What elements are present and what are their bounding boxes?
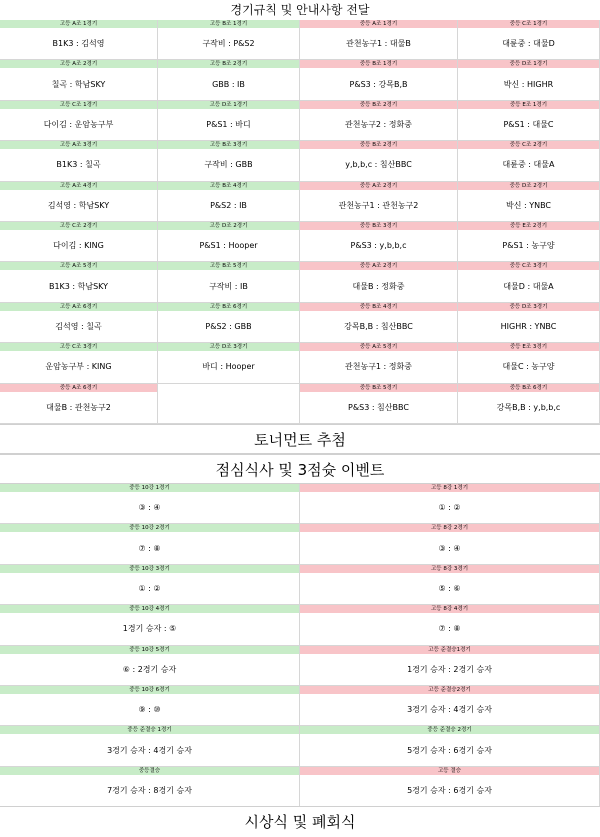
match-cell [0,222,158,262]
match-cell [300,484,600,524]
match-label: 고등 C조 2경기 [0,222,157,230]
match-teams: 관천농구1 : 관천농구2 [338,200,419,210]
draw-title: 토너먼트 추첨 [0,424,600,454]
match-cell [0,262,158,302]
match-cell [158,141,300,181]
match-label: 중등 C조 2경기 [458,141,599,149]
match-cell [0,303,158,343]
match-teams: P&S3 : y,b,b,c [350,241,407,251]
match-teams: 대물B : 정화중 [352,281,405,291]
match-teams: 7경기 승자 : 8경기 승자 [107,785,192,795]
match-teams: 김석영 : 학남SKY [47,200,110,210]
match-teams: ⑥ : 2경기 승자 [122,664,177,674]
match-cell [458,182,600,222]
match-teams: 다이김 : 운암농구부 [43,119,114,129]
match-teams: 1경기 승자 : ⑤ [122,624,177,634]
match-teams: 박신 : YNBC [505,200,552,210]
match-teams: P&S1 : Hooper [199,241,258,251]
match-teams: 칠곡 : 학남SKY [51,79,106,89]
match-label: 고등 A조 6경기 [0,303,157,311]
match-cell [300,20,458,60]
match-teams: 1경기 승자 : 2경기 승자 [407,664,492,674]
match-teams: P&S3 : 강목B,B [349,79,408,89]
match-label: 고등 8강 1경기 [300,484,599,492]
match-label: 고등 B조 5경기 [158,262,299,270]
match-cell [300,222,458,262]
match-cell [158,60,300,100]
match-label: 중등 A조 6경기 [0,384,157,392]
match-cell [0,726,300,766]
match-teams: 관천농구1 : 대물B [346,39,411,49]
match-teams: 박신 : HIGHR [503,79,554,89]
match-label: 고등 준결승1경기 [300,646,599,654]
match-label: 고등 A조 2경기 [0,60,157,68]
match-cell [158,222,300,262]
match-cell [0,686,300,726]
match-cell [0,101,158,141]
match-label: 고등 8강 2경기 [300,524,599,532]
match-teams: 대물C : 농구양 [502,362,555,372]
match-cell [0,60,158,100]
match-teams: ③ : ④ [438,543,461,553]
match-label: 고등 D조 3경기 [158,343,299,351]
match-teams: P&S3 : 침산BBC [348,402,409,412]
match-cell [300,726,600,766]
match-teams: B1K3 : 학남SKY [48,281,109,291]
match-teams: y,b,b,c : 침산BBC [345,160,412,170]
match-teams: 바디 : Hooper [202,362,255,372]
match-cell [300,303,458,343]
match-teams: 3경기 승자 : 4경기 승자 [107,745,192,755]
match-cell [300,646,600,686]
knockout-grid [0,484,600,807]
match-teams: 강목B,B : y,b,b,c [496,402,561,412]
match-label: 중등 10강 1경기 [0,484,299,492]
match-label: 고등 A조 3경기 [0,141,157,149]
match-teams: P&S1 : 대물C [503,119,554,129]
match-cell [0,565,300,605]
match-label: 고등 8강 3경기 [300,565,599,573]
match-label: 중등 A조 5경기 [300,343,457,351]
match-teams: 5경기 승자 : 6경기 승자 [407,785,492,795]
match-teams: ⑨ : ⑩ [138,705,161,715]
match-teams: ⑦ : ⑧ [138,543,161,553]
match-teams: 관천농구2 : 정화중 [345,119,412,129]
match-cell [300,565,600,605]
match-teams: 구작비 : IB [209,281,248,291]
match-label: 고등 C조 3경기 [0,343,157,351]
match-label: 중등 D조 3경기 [458,303,599,311]
match-teams: 대륜중 : 대물D [502,39,555,49]
match-teams: 관천농구1 : 정화중 [345,362,412,372]
match-label: 중등 B조 5경기 [300,384,457,392]
match-teams: 다이김 : KING [53,241,104,251]
match-label: 중등 C조 3경기 [458,262,599,270]
match-label: 고등 준결승2경기 [300,686,599,694]
match-teams: 운암농구부 : KING [45,362,112,372]
match-cell [458,20,600,60]
match-label: 중등 A조 1경기 [300,20,457,28]
match-label: 중등 10강 6경기 [0,686,299,694]
match-cell [458,101,600,141]
match-label: 중등 B조 2경기 [300,141,457,149]
match-label: 고등 B조 4경기 [158,182,299,190]
match-label: 고등 B조 3경기 [158,141,299,149]
match-cell [0,484,300,524]
match-cell [0,20,158,60]
match-teams: 구작비 : P&S2 [202,39,255,49]
match-cell [300,686,600,726]
match-teams: B1K3 : 김석영 [52,39,105,49]
match-label: 중등 D조 2경기 [458,182,599,190]
match-label: 중등 B조 6경기 [458,384,599,392]
match-cell [0,141,158,181]
match-label: 중등 B조 4경기 [300,303,457,311]
match-cell [158,101,300,141]
match-label: 중등 B조 1경기 [300,60,457,68]
match-teams: P&S2 : GBB [205,321,252,331]
match-cell [300,605,600,645]
match-teams: ① : ② [438,503,461,513]
match-label: 중등 10강 2경기 [0,524,299,532]
match-teams: 구작비 : GBB [204,160,253,170]
match-cell [158,384,300,424]
match-label: 고등 B조 6경기 [158,303,299,311]
ceremony-title: 시상식 및 폐회식 [0,806,600,836]
match-cell [0,767,300,807]
match-teams: 대륜중 : 대물A [502,160,555,170]
match-cell [0,605,300,645]
rules-title: 경기규칙 및 안내사항 전달 [230,3,370,17]
match-cell [0,524,300,564]
match-cell [0,182,158,222]
match-label: 고등 C조 1경기 [0,101,157,109]
match-label: 중등 E조 1경기 [458,101,599,109]
match-cell [300,767,600,807]
match-cell [458,384,600,424]
match-label: 중등 B조 3경기 [300,222,457,230]
match-cell [458,343,600,383]
match-label: 고등 D조 1경기 [158,101,299,109]
match-cell [300,343,458,383]
match-label: 중등 준결승 1경기 [0,726,299,734]
match-cell [158,182,300,222]
match-label: 고등 A조 1경기 [0,20,157,28]
match-label [158,384,299,392]
match-teams: ① : ② [138,583,161,593]
match-label: 고등 B조 1경기 [158,20,299,28]
lunch-title: 점심식사 및 3점슛 이벤트 [0,454,600,484]
match-label: 고등 D조 2경기 [158,222,299,230]
match-cell [158,262,300,302]
match-cell [300,101,458,141]
match-cell [0,343,158,383]
match-label: 고등 8강 4경기 [300,605,599,613]
match-cell [158,303,300,343]
match-cell [300,524,600,564]
match-cell [458,60,600,100]
group-stage-grid [0,20,600,424]
match-label: 중등 10강 4경기 [0,605,299,613]
match-cell [300,182,458,222]
match-teams: P&S1 : 바디 [206,119,251,129]
match-teams: 대물B : 관천농구2 [46,402,111,412]
match-teams: P&S2 : IB [210,200,247,210]
match-label: 중등 C조 1경기 [458,20,599,28]
match-teams: B1K3 : 칠곡 [56,160,101,170]
match-cell [458,141,600,181]
match-cell [300,262,458,302]
match-teams: ③ : ④ [138,503,161,513]
match-teams: GBB : IB [212,79,245,89]
match-label: 중등 10강 3경기 [0,565,299,573]
match-cell [300,384,458,424]
match-label: 중등 A조 2경기 [300,182,457,190]
match-label: 중등결승 [0,767,299,775]
match-teams: P&S1 : 농구양 [502,241,555,251]
match-cell [0,384,158,424]
match-teams: 강목B,B : 침산BBC [344,321,413,331]
match-label: 고등 B조 2경기 [158,60,299,68]
match-teams: 김석영 : 칠곡 [55,321,102,331]
match-teams: 3경기 승자 : 4경기 승자 [407,705,492,715]
match-teams: HIGHR : YNBC [500,321,557,331]
match-teams: ⑦ : ⑧ [438,624,461,634]
match-label: 중등 준결승 2경기 [300,726,599,734]
match-label: 중등 B조 2경기 [300,101,457,109]
match-teams: 5경기 승자 : 6경기 승자 [407,745,492,755]
match-label: 중등 E조 3경기 [458,343,599,351]
match-cell [458,222,600,262]
match-label: 중등 A조 2경기 [300,262,457,270]
match-cell [0,646,300,686]
match-label: 중등 10강 5경기 [0,646,299,654]
match-teams: 대물D : 대물A [503,281,554,291]
match-cell [458,262,600,302]
match-teams: ⑤ : ⑥ [438,583,461,593]
match-label: 고등 A조 5경기 [0,262,157,270]
match-label: 고등 A조 4경기 [0,182,157,190]
match-cell [158,343,300,383]
match-label: 고등 결승 [300,767,599,775]
match-cell [300,60,458,100]
match-cell [158,20,300,60]
match-cell [300,141,458,181]
match-label: 중등 E조 2경기 [458,222,599,230]
match-teams [158,392,299,423]
match-label: 중등 D조 1경기 [458,60,599,68]
match-cell [458,303,600,343]
